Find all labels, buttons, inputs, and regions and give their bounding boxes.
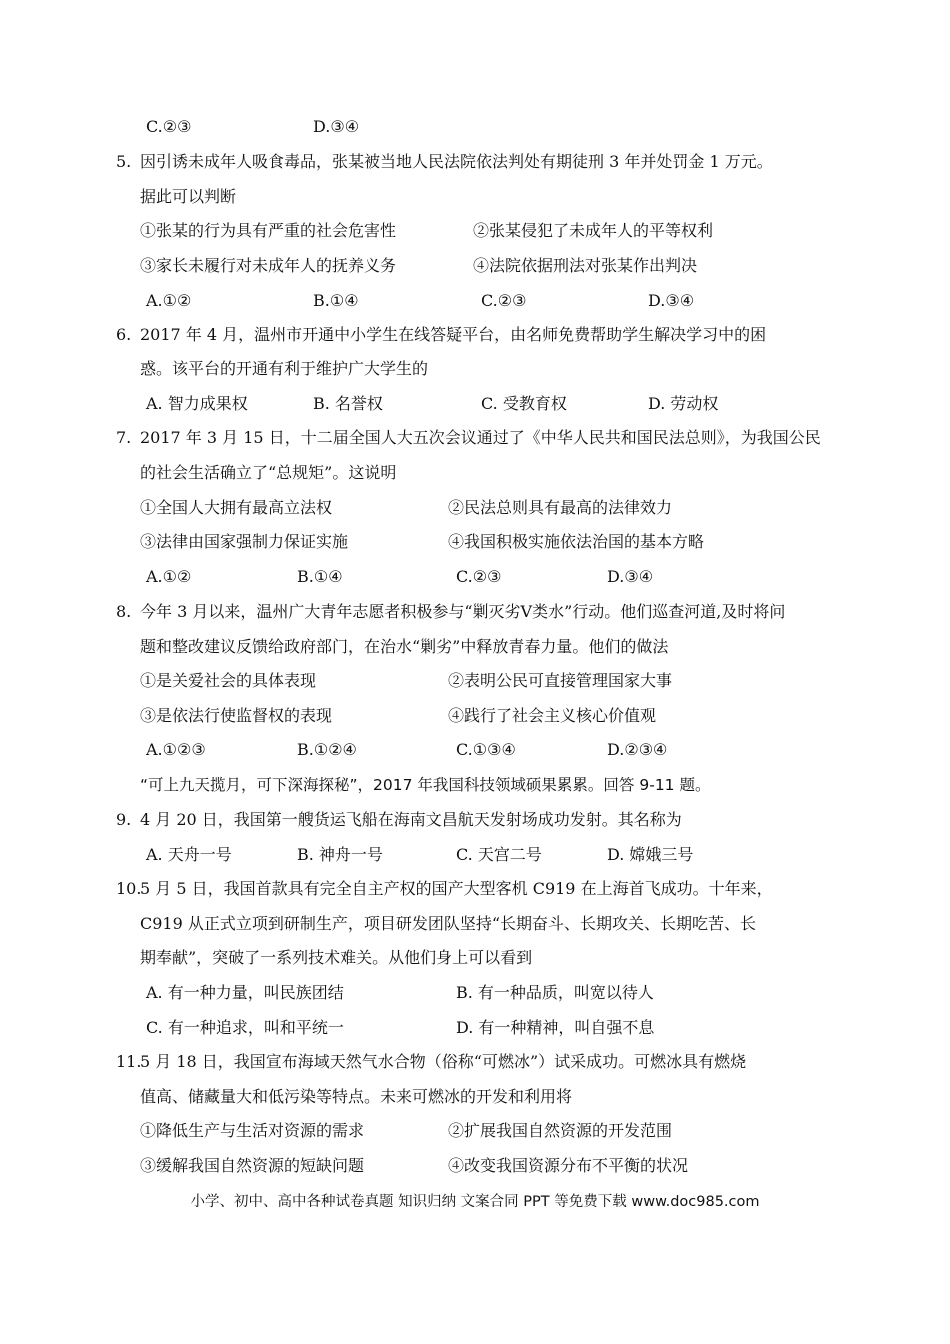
q7-statement-2: ②民法总则具有最高的法律效力 [448,498,673,517]
q11-stem-1: 5 月 18 日，我国宣布海域天然气水合物（俗称“可燃冰”）试采成功。可燃冰具有燃烧 [140,1052,747,1071]
q8-option-d: D.②③④ [607,740,668,759]
q7-statement-1: ①全国人大拥有最高立法权 [140,498,333,517]
q7-option-c: C.②③ [456,567,502,586]
q5-option-c: C.②③ [481,291,527,310]
q9-option-b: B. 神舟一号 [297,845,383,864]
q6-stem-2: 惑。该平台的开通有利于维护广大学生的 [140,359,429,378]
q8-option-b: B.①②④ [297,740,357,759]
q5-statement-1: ①张某的行为具有严重的社会危害性 [140,221,397,240]
q11-statement-2: ②扩展我国自然资源的开发范围 [448,1121,673,1140]
q11-statement-1: ①降低生产与生活对资源的需求 [140,1121,365,1140]
q5-option-b: B.①④ [313,291,359,310]
q5-option-d: D.③④ [648,291,695,310]
q8-statement-2: ②表明公民可直接管理国家大事 [448,671,673,690]
q7-option-b: B.①④ [297,567,343,586]
q11-number: 11. [116,1052,142,1071]
q7-statement-3: ③法律由国家强制力保证实施 [140,532,349,551]
q10-stem-3: 期奉献”，突破了一系列技术难关。从他们身上可以看到 [140,948,533,967]
q6-option-a: A. 智力成果权 [146,394,248,413]
q10-option-c: C. 有一种追求，叫和平统一 [146,1018,344,1037]
q8-stem-2: 题和整改建议反馈给政府部门，在治水“剿劣”中释放青春力量。他们的做法 [140,637,669,656]
q8-statement-4: ④践行了社会主义核心价值观 [448,706,657,725]
q5-statement-4: ④法院依据刑法对张某作出判决 [473,256,698,275]
q7-stem-1: 2017 年 3 月 15 日，十二届全国人大五次会议通过了《中华人民共和国民法总则》，为我国公民 [140,428,821,447]
q11-statement-3: ③缓解我国自然资源的短缺问题 [140,1156,365,1175]
q8-option-a: A.①②③ [146,740,206,759]
q8-option-c: C.①③④ [456,740,516,759]
q6-number: 6. [116,325,132,344]
section-intro: “可上九天揽月，可下深海探秘”，2017 年我国科技领域硕果累累。回答 9-11 题。 [140,776,711,794]
q10-stem-2: C919 从正式立项到研制生产，项目研发团队坚持“长期奋斗、长期攻关、长期吃苦、长 [140,914,757,933]
q6-option-c: C. 受教育权 [481,394,567,413]
q9-option-a: A. 天舟一号 [146,845,232,864]
q6-option-d: D. 劳动权 [648,394,719,413]
q5-option-a: A.①② [146,291,192,310]
q5-statement-2: ②张某侵犯了未成年人的平等权利 [473,221,714,240]
q5-stem-2: 据此可以判断 [140,187,237,206]
q8-stem-1: 今年 3 月以来，温州广大青年志愿者积极参与“剿灭劣V类水”行动。他们巡查河道,及时将问 [140,602,786,621]
q8-number: 8. [116,602,132,621]
q8-statement-3: ③是依法行使监督权的表现 [140,706,333,725]
q10-stem-1: 5 月 5 日，我国首款具有完全自主产权的国产大型客机 C919 在上海首飞成功。十年来， [140,879,773,898]
q9-option-d: D. 嫦娥三号 [607,845,694,864]
q7-option-a: A.①② [146,567,192,586]
q9-option-c: C. 天宫二号 [456,845,542,864]
q7-stem-2: 的社会生活确立了“总规矩”。这说明 [140,463,397,482]
q10-option-b: B. 有一种品质，叫宽以待人 [456,983,654,1002]
q6-option-b: B. 名誉权 [313,394,383,413]
page-footer: 小学、初中、高中各种试卷真题 知识归纳 文案合同 PPT 等免费下载 www.doc985.com [190,1194,760,1210]
q8-statement-1: ①是关爱社会的具体表现 [140,671,317,690]
q7-statement-4: ④我国积极实施依法治国的基本方略 [448,532,705,551]
q11-stem-2: 值高、储藏量大和低污染等特点。未来可燃冰的开发和利用将 [140,1087,573,1106]
q10-option-a: A. 有一种力量，叫民族团结 [146,983,344,1002]
q11-statement-4: ④改变我国资源分布不平衡的状况 [448,1156,689,1175]
q10-option-d: D. 有一种精神，叫自强不息 [456,1018,655,1037]
q10-number: 10. [116,879,142,898]
q7-number: 7. [116,428,132,447]
q5-stem-1: 因引诱未成年人吸食毒品，张某被当地人民法院依法判处有期徒刑 3 年并处罚金 1 万元。 [140,152,773,171]
q9-number: 9. [116,810,132,829]
q4-option-c: C.②③ [146,117,192,136]
q5-statement-3: ③家长未履行对未成年人的抚养义务 [140,256,397,275]
q4-option-d: D.③④ [313,117,360,136]
q9-stem-1: 4 月 20 日，我国第一艘货运飞船在海南文昌航天发射场成功发射。其名称为 [140,810,682,829]
q5-number: 5. [116,152,132,171]
q7-option-d: D.③④ [607,567,654,586]
q6-stem-1: 2017 年 4 月，温州市开通中小学生在线答疑平台，由名师免费帮助学生解决学习中的困 [140,325,767,344]
